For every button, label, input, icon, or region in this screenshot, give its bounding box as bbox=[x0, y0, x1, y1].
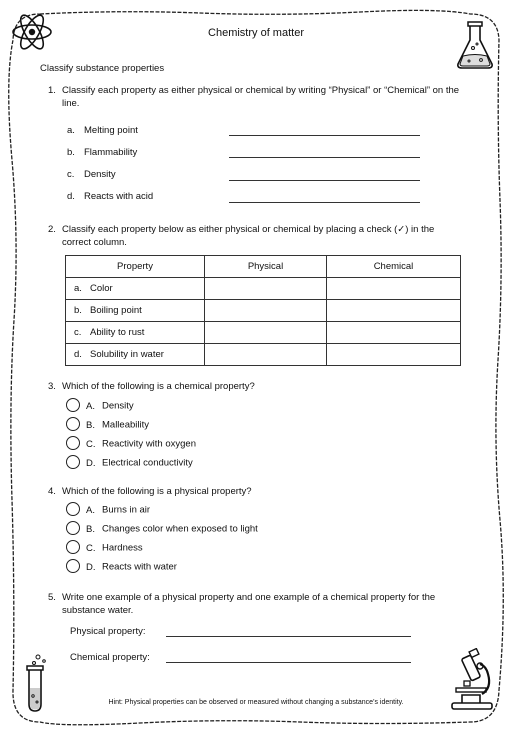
q1-item-d: d. Reacts with acid bbox=[67, 191, 154, 202]
question-number: 1. bbox=[48, 85, 56, 96]
question-number: 4. bbox=[48, 486, 56, 497]
property-cell: c. Ability to rust bbox=[66, 322, 205, 344]
radio-circle[interactable] bbox=[66, 502, 80, 516]
radio-circle[interactable] bbox=[66, 417, 80, 431]
table-row bbox=[66, 322, 461, 344]
q1-item-b: b. Flammability bbox=[67, 147, 138, 158]
column-header-chemical: Chemical bbox=[327, 256, 461, 278]
question-text: Write one example of a physical property and one example of a chemical property for the substance water. bbox=[62, 592, 436, 616]
q1-item-a: a. Melting point bbox=[67, 125, 138, 136]
radio-circle[interactable] bbox=[66, 559, 80, 573]
property-table bbox=[65, 255, 461, 366]
question-number: 5. bbox=[48, 592, 56, 603]
physical-check-cell[interactable] bbox=[205, 322, 327, 344]
q3-option-b[interactable]: B. Malleability bbox=[66, 418, 149, 432]
column-header-property: Property bbox=[66, 256, 205, 278]
chemical-property-label: Chemical property: bbox=[70, 652, 150, 663]
question-text: Which of the following is a chemical property? bbox=[62, 381, 255, 392]
physical-property-label: Physical property: bbox=[70, 626, 146, 637]
answer-line[interactable] bbox=[229, 180, 420, 181]
property-cell: a. Color bbox=[66, 278, 205, 300]
question-text: Which of the following is a physical property? bbox=[62, 486, 252, 497]
table-header-row bbox=[66, 256, 461, 278]
chemical-property-answer-line[interactable] bbox=[166, 662, 411, 663]
column-header-physical: Physical bbox=[205, 256, 327, 278]
radio-circle[interactable] bbox=[66, 521, 80, 535]
table-row bbox=[66, 278, 461, 300]
answer-line[interactable] bbox=[229, 135, 420, 136]
q3-option-d[interactable]: D. Electrical conductivity bbox=[66, 456, 193, 470]
property-cell: d. Solubility in water bbox=[66, 344, 205, 366]
page-title: Chemistry of matter bbox=[208, 27, 304, 39]
question-number: 2. bbox=[48, 224, 56, 235]
table-row bbox=[66, 300, 461, 322]
physical-check-cell[interactable] bbox=[205, 278, 327, 300]
q3-option-c[interactable]: C. Reactivity with oxygen bbox=[66, 437, 196, 451]
q4-option-d[interactable]: D. Reacts with water bbox=[66, 560, 177, 574]
q1-item-c: c. Density bbox=[67, 169, 116, 180]
chemical-check-cell[interactable] bbox=[327, 278, 461, 300]
question-text: Classify each property as either physical or chemical by writing “Physical” or “Chemical” on the line. bbox=[62, 85, 460, 109]
question-number: 3. bbox=[48, 381, 56, 392]
chemical-check-cell[interactable] bbox=[327, 322, 461, 344]
radio-circle[interactable] bbox=[66, 455, 80, 469]
q4-option-b[interactable]: B. Changes color when exposed to light bbox=[66, 522, 258, 536]
radio-circle[interactable] bbox=[66, 436, 80, 450]
physical-property-answer-line[interactable] bbox=[166, 636, 411, 637]
answer-line[interactable] bbox=[229, 202, 420, 203]
q4-option-a[interactable]: A. Burns in air bbox=[66, 503, 150, 517]
answer-line[interactable] bbox=[229, 157, 420, 158]
question-text: Classify each property below as either physical or chemical by placing a check (✓) in the correct column. bbox=[62, 224, 435, 248]
hint-text: Hint: Physical properties can be observed or measured without changing a substance’s identity. bbox=[108, 699, 404, 706]
radio-circle[interactable] bbox=[66, 398, 80, 412]
chemical-check-cell[interactable] bbox=[327, 300, 461, 322]
table-row bbox=[66, 344, 461, 366]
radio-circle[interactable] bbox=[66, 540, 80, 554]
property-cell: b. Boiling point bbox=[66, 300, 205, 322]
section-heading: Classify substance properties bbox=[40, 63, 165, 74]
physical-check-cell[interactable] bbox=[205, 300, 327, 322]
chemical-check-cell[interactable] bbox=[327, 344, 461, 366]
physical-check-cell[interactable] bbox=[205, 344, 327, 366]
q3-option-a[interactable]: A. Density bbox=[66, 399, 134, 413]
q4-option-c[interactable]: C. Hardness bbox=[66, 541, 143, 555]
